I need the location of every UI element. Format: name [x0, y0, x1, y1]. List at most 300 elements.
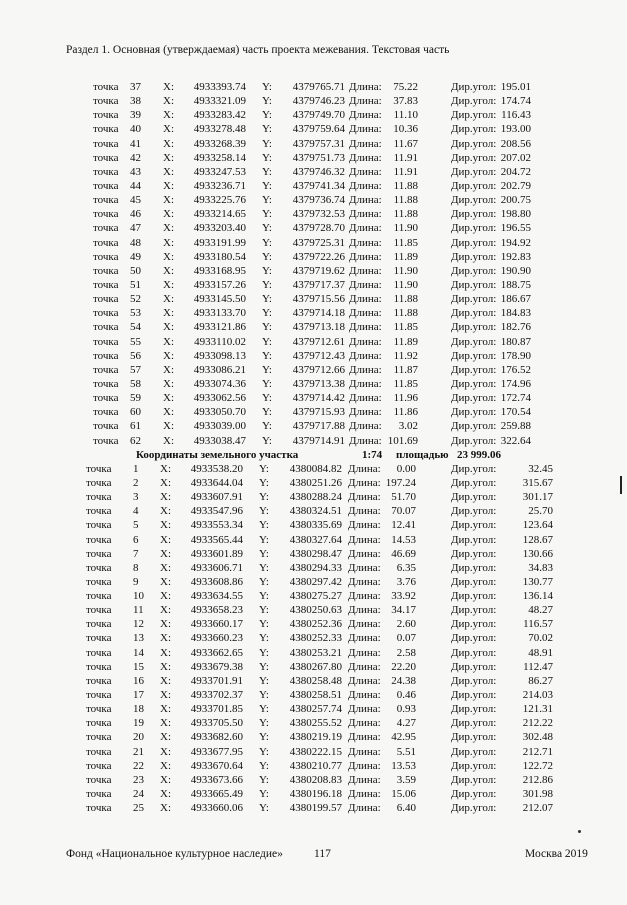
angle-label: Дир.угол:	[451, 179, 497, 192]
angle-value: 207.02	[500, 151, 531, 164]
x-value: 4933062.56	[193, 392, 246, 405]
x-value: 4933203.40	[193, 222, 246, 235]
angle-value: 128.67	[522, 533, 553, 546]
angle-value: 195.01	[500, 81, 531, 93]
x-value: 4933180.54	[193, 250, 246, 263]
point-label: точка	[93, 250, 119, 263]
table-row	[0, 716, 627, 730]
y-label: Y:	[259, 802, 269, 815]
length-value: 11.88	[393, 307, 418, 320]
point-number: 51	[130, 278, 141, 291]
table-row	[0, 306, 627, 320]
angle-value: 182.76	[500, 321, 531, 334]
point-number: 17	[133, 689, 144, 702]
angle-label: Дир.угол:	[451, 165, 497, 178]
y-label: Y:	[262, 349, 272, 362]
x-value: 4933258.14	[193, 151, 246, 164]
length-value: 14.53	[391, 533, 416, 546]
point-number: 61	[130, 420, 141, 433]
x-label: X:	[163, 349, 174, 362]
angle-label: Дир.угол:	[451, 491, 497, 504]
point-number: 54	[130, 321, 141, 334]
table-row	[0, 646, 627, 660]
length-value: 11.85	[393, 377, 418, 390]
point-number: 12	[133, 618, 144, 631]
length-value: 101.69	[387, 434, 418, 447]
y-value: 4380208.83	[289, 773, 342, 786]
point-number: 40	[130, 123, 141, 136]
x-value: 4933157.26	[193, 278, 246, 291]
x-value: 4933050.70	[193, 406, 246, 419]
angle-value: 188.75	[500, 278, 531, 291]
x-label: X:	[163, 335, 174, 348]
y-label: Y:	[262, 81, 272, 93]
y-value: 4380253.21	[289, 646, 342, 659]
length-value: 3.76	[396, 575, 416, 588]
x-label: X:	[160, 773, 171, 786]
angle-value: 180.87	[500, 335, 531, 348]
angle-label: Дир.угол:	[451, 519, 497, 532]
y-label: Y:	[259, 533, 269, 546]
x-value: 4933670.64	[190, 759, 243, 772]
point-number: 13	[133, 632, 144, 645]
y-label: Y:	[259, 788, 269, 801]
point-label: точка	[86, 788, 112, 801]
angle-label: Дир.угол:	[451, 95, 497, 108]
length-label: Длина:	[348, 604, 381, 617]
y-label: Y:	[262, 194, 272, 207]
y-label: Y:	[259, 575, 269, 588]
length-label: Длина:	[349, 194, 382, 207]
x-value: 4933038.47	[193, 434, 246, 447]
x-value: 4933682.60	[190, 731, 243, 744]
angle-label: Дир.угол:	[451, 392, 497, 405]
point-label: точка	[86, 646, 112, 659]
y-label: Y:	[259, 646, 269, 659]
point-label: точка	[93, 293, 119, 306]
section-title: Координаты земельного участка	[136, 448, 299, 461]
length-label: Длина:	[348, 575, 381, 588]
length-value: 11.96	[393, 392, 418, 405]
point-label: точка	[93, 420, 119, 433]
point-label: точка	[86, 505, 112, 518]
length-label: Длина:	[349, 95, 382, 108]
point-number: 49	[130, 250, 141, 263]
angle-value: 70.02	[528, 632, 553, 645]
table-row	[0, 264, 627, 278]
x-label: X:	[163, 278, 174, 291]
y-value: 4379714.91	[292, 434, 345, 447]
point-number: 62	[130, 434, 141, 447]
point-number: 43	[130, 165, 141, 178]
angle-value: 322.64	[500, 434, 531, 447]
angle-label: Дир.угол:	[451, 802, 497, 815]
y-label: Y:	[259, 745, 269, 758]
angle-label: Дир.угол:	[451, 462, 497, 475]
angle-value: 315.67	[522, 476, 553, 489]
length-value: 6.40	[396, 802, 416, 815]
y-label: Y:	[259, 590, 269, 603]
point-label: точка	[93, 264, 119, 277]
x-label: X:	[160, 590, 171, 603]
point-number: 53	[130, 307, 141, 320]
point-number: 8	[133, 561, 139, 574]
point-label: точка	[93, 377, 119, 390]
angle-label: Дир.угол:	[451, 674, 497, 687]
x-value: 4933658.23	[190, 604, 243, 617]
y-label: Y:	[259, 604, 269, 617]
length-value: 70.07	[391, 505, 416, 518]
length-label: Длина:	[348, 476, 381, 489]
point-label: точка	[86, 773, 112, 786]
angle-value: 204.72	[500, 165, 531, 178]
angle-label: Дир.угол:	[451, 420, 497, 433]
point-label: точка	[86, 590, 112, 603]
y-label: Y:	[259, 759, 269, 772]
angle-label: Дир.угол:	[451, 773, 497, 786]
point-label: точка	[86, 519, 112, 532]
angle-value: 200.75	[500, 194, 531, 207]
x-label: X:	[163, 264, 174, 277]
angle-label: Дир.угол:	[451, 123, 497, 136]
y-value: 4379717.88	[292, 420, 345, 433]
y-label: Y:	[259, 773, 269, 786]
point-number: 41	[130, 137, 141, 150]
y-label: Y:	[262, 137, 272, 150]
y-label: Y:	[262, 123, 272, 136]
point-label: точка	[86, 674, 112, 687]
angle-value: 202.79	[500, 179, 531, 192]
length-value: 46.69	[391, 547, 416, 560]
point-label: точка	[93, 392, 119, 405]
length-label: Длина:	[349, 377, 382, 390]
length-label: Длина:	[349, 349, 382, 362]
length-value: 11.10	[393, 109, 418, 122]
table-row	[0, 561, 627, 575]
y-value: 4380335.69	[289, 519, 342, 532]
length-label: Длина:	[349, 278, 382, 291]
angle-value: 301.17	[522, 491, 553, 504]
x-value: 4933321.09	[193, 95, 246, 108]
point-number: 48	[130, 236, 141, 249]
angle-label: Дир.угол:	[451, 561, 497, 574]
point-label: точка	[93, 194, 119, 207]
table-row	[0, 278, 627, 292]
angle-label: Дир.угол:	[451, 505, 497, 518]
table-row	[0, 518, 627, 532]
y-label: Y:	[262, 179, 272, 192]
length-value: 13.53	[391, 759, 416, 772]
point-label: точка	[93, 208, 119, 221]
length-value: 42.95	[391, 731, 416, 744]
length-label: Длина:	[348, 717, 381, 730]
x-value: 4933538.20	[190, 462, 243, 475]
point-label: точка	[93, 151, 119, 164]
length-label: Длина:	[349, 123, 382, 136]
length-value: 10.36	[393, 123, 418, 136]
length-label: Длина:	[348, 788, 381, 801]
y-value: 4380294.33	[289, 561, 342, 574]
point-label: точка	[93, 109, 119, 122]
point-label: точка	[93, 349, 119, 362]
table-row	[0, 603, 627, 617]
table-row	[0, 533, 627, 547]
x-value: 4933673.66	[190, 773, 243, 786]
y-value: 4379722.26	[292, 250, 345, 263]
x-value: 4933565.44	[190, 533, 243, 546]
point-number: 57	[130, 363, 141, 376]
angle-value: 136.14	[522, 590, 553, 603]
y-label: Y:	[259, 476, 269, 489]
angle-value: 172.74	[500, 392, 531, 405]
x-label: X:	[160, 788, 171, 801]
point-number: 3	[133, 491, 139, 504]
y-label: Y:	[262, 95, 272, 108]
length-value: 11.87	[393, 363, 418, 376]
y-label: Y:	[262, 307, 272, 320]
y-label: Y:	[262, 278, 272, 291]
x-value: 4933393.74	[193, 81, 246, 93]
angle-label: Дир.угол:	[451, 604, 497, 617]
x-label: X:	[160, 689, 171, 702]
y-label: Y:	[262, 420, 272, 433]
point-label: точка	[86, 759, 112, 772]
x-value: 4933634.55	[190, 590, 243, 603]
x-label: X:	[163, 222, 174, 235]
x-label: X:	[163, 434, 174, 447]
x-label: X:	[160, 674, 171, 687]
y-value: 4379746.32	[292, 165, 345, 178]
y-value: 4380275.27	[289, 590, 342, 603]
table-row	[0, 165, 627, 179]
x-label: X:	[160, 632, 171, 645]
length-label: Длина:	[348, 462, 381, 475]
point-label: точка	[86, 745, 112, 758]
x-label: X:	[160, 604, 171, 617]
x-value: 4933121.86	[193, 321, 246, 334]
x-label: X:	[160, 717, 171, 730]
x-value: 4933086.21	[193, 363, 246, 376]
x-label: X:	[160, 575, 171, 588]
table-row	[0, 193, 627, 207]
y-value: 4380297.42	[289, 575, 342, 588]
length-value: 11.86	[393, 406, 418, 419]
angle-label: Дир.угол:	[451, 689, 497, 702]
length-value: 11.85	[393, 321, 418, 334]
x-label: X:	[160, 519, 171, 532]
table-row	[0, 674, 627, 688]
point-number: 22	[133, 759, 144, 772]
point-number: 25	[133, 802, 144, 815]
angle-label: Дир.угол:	[451, 717, 497, 730]
length-label: Длина:	[348, 561, 381, 574]
point-label: точка	[93, 81, 119, 93]
length-label: Длина:	[349, 236, 382, 249]
angle-label: Дир.угол:	[451, 194, 497, 207]
point-label: точка	[86, 689, 112, 702]
x-label: X:	[163, 109, 174, 122]
table-row	[0, 137, 627, 151]
x-label: X:	[163, 165, 174, 178]
table-section-2	[0, 462, 627, 816]
x-value: 4933705.50	[190, 717, 243, 730]
point-label: точка	[86, 660, 112, 673]
scan-dot-mark	[578, 830, 581, 833]
table-row	[0, 151, 627, 165]
angle-label: Дир.угол:	[451, 745, 497, 758]
angle-label: Дир.угол:	[451, 349, 497, 362]
point-label: точка	[93, 307, 119, 320]
point-label: точка	[93, 406, 119, 419]
angle-label: Дир.угол:	[451, 236, 497, 249]
angle-value: 25.70	[528, 505, 553, 518]
point-label: точка	[86, 632, 112, 645]
point-label: точка	[86, 731, 112, 744]
y-label: Y:	[262, 293, 272, 306]
length-value: 2.58	[396, 646, 416, 659]
table-row	[0, 759, 627, 773]
angle-label: Дир.угол:	[451, 703, 497, 716]
y-label: Y:	[262, 208, 272, 221]
table-row	[0, 349, 627, 363]
x-label: X:	[163, 293, 174, 306]
x-label: X:	[163, 208, 174, 221]
y-value: 4379746.23	[292, 95, 345, 108]
length-label: Длина:	[348, 491, 381, 504]
point-number: 23	[133, 773, 144, 786]
x-label: X:	[160, 745, 171, 758]
length-label: Длина:	[349, 137, 382, 150]
angle-value: 192.83	[500, 250, 531, 263]
point-label: точка	[86, 618, 112, 631]
angle-value: 86.27	[528, 674, 553, 687]
y-label: Y:	[262, 392, 272, 405]
point-label: точка	[93, 335, 119, 348]
point-label: точка	[93, 123, 119, 136]
x-label: X:	[163, 377, 174, 390]
footer-organization: Фонд «Национальное культурное наследие»	[66, 848, 283, 860]
point-number: 19	[133, 717, 144, 730]
y-value: 4380324.51	[289, 505, 342, 518]
angle-label: Дир.угол:	[451, 759, 497, 772]
table-row	[0, 292, 627, 306]
angle-value: 212.22	[522, 717, 553, 730]
angle-value: 212.86	[522, 773, 553, 786]
table-row	[0, 405, 627, 419]
y-label: Y:	[259, 632, 269, 645]
point-label: точка	[86, 476, 112, 489]
angle-value: 130.77	[522, 575, 553, 588]
angle-label: Дир.угол:	[451, 646, 497, 659]
table-row	[0, 363, 627, 377]
length-label: Длина:	[348, 703, 381, 716]
length-label: Длина:	[349, 321, 382, 334]
point-number: 50	[130, 264, 141, 277]
y-label: Y:	[259, 660, 269, 673]
point-number: 21	[133, 745, 144, 758]
angle-value: 116.57	[523, 618, 553, 631]
point-number: 1	[133, 462, 139, 475]
y-label: Y:	[259, 703, 269, 716]
point-number: 58	[130, 377, 141, 390]
table-row	[0, 631, 627, 645]
angle-label: Дир.угол:	[451, 434, 497, 447]
angle-label: Дир.угол:	[451, 250, 497, 263]
angle-value: 34.83	[528, 561, 553, 574]
length-value: 11.67	[393, 137, 418, 150]
footer-city-year: Москва 2019	[525, 848, 588, 860]
x-label: X:	[160, 731, 171, 744]
length-label: Длина:	[348, 590, 381, 603]
angle-value: 184.83	[500, 307, 531, 320]
length-label: Длина:	[348, 660, 381, 673]
length-value: 3.59	[396, 773, 416, 786]
x-value: 4933660.23	[190, 632, 243, 645]
point-number: 38	[130, 95, 141, 108]
point-number: 4	[133, 505, 139, 518]
table-row	[0, 589, 627, 603]
length-value: 11.91	[393, 151, 418, 164]
point-number: 15	[133, 660, 144, 673]
angle-label: Дир.угол:	[451, 590, 497, 603]
x-value: 4933702.37	[190, 689, 243, 702]
y-value: 4380258.51	[289, 689, 342, 702]
x-label: X:	[160, 462, 171, 475]
table-row	[0, 801, 627, 815]
length-value: 37.83	[393, 95, 418, 108]
angle-value: 208.56	[500, 137, 531, 150]
length-label: Длина:	[348, 689, 381, 702]
angle-label: Дир.угол:	[451, 137, 497, 150]
y-value: 4379712.66	[292, 363, 345, 376]
y-label: Y:	[262, 335, 272, 348]
y-label: Y:	[259, 462, 269, 475]
y-value: 4379725.31	[292, 236, 345, 249]
angle-label: Дир.угол:	[451, 321, 497, 334]
point-label: точка	[93, 278, 119, 291]
angle-label: Дир.угол:	[451, 632, 497, 645]
table-row	[0, 730, 627, 744]
x-value: 4933214.65	[193, 208, 246, 221]
point-number: 39	[130, 109, 141, 122]
length-label: Длина:	[348, 505, 381, 518]
x-value: 4933701.91	[190, 674, 243, 687]
page-header: Раздел 1. Основная (утверждаемая) часть проекта межевания. Текстовая часть	[66, 44, 450, 56]
x-value: 4933191.99	[193, 236, 246, 249]
y-value: 4380267.80	[289, 660, 342, 673]
point-label: точка	[86, 561, 112, 574]
y-label: Y:	[262, 250, 272, 263]
length-label: Длина:	[349, 151, 382, 164]
angle-label: Дир.угол:	[451, 335, 497, 348]
page-number: 117	[314, 848, 331, 860]
length-value: 5.51	[396, 745, 416, 758]
angle-value: 212.07	[522, 802, 553, 815]
y-label: Y:	[262, 151, 272, 164]
x-label: X:	[163, 81, 174, 93]
x-label: X:	[163, 151, 174, 164]
angle-label: Дир.угол:	[451, 731, 497, 744]
point-number: 46	[130, 208, 141, 221]
length-value: 15.06	[391, 788, 416, 801]
point-number: 42	[130, 151, 141, 164]
y-label: Y:	[259, 547, 269, 560]
length-value: 11.88	[393, 208, 418, 221]
table-row	[0, 122, 627, 136]
angle-value: 301.98	[522, 788, 553, 801]
table-row	[0, 377, 627, 391]
length-value: 11.89	[393, 335, 418, 348]
